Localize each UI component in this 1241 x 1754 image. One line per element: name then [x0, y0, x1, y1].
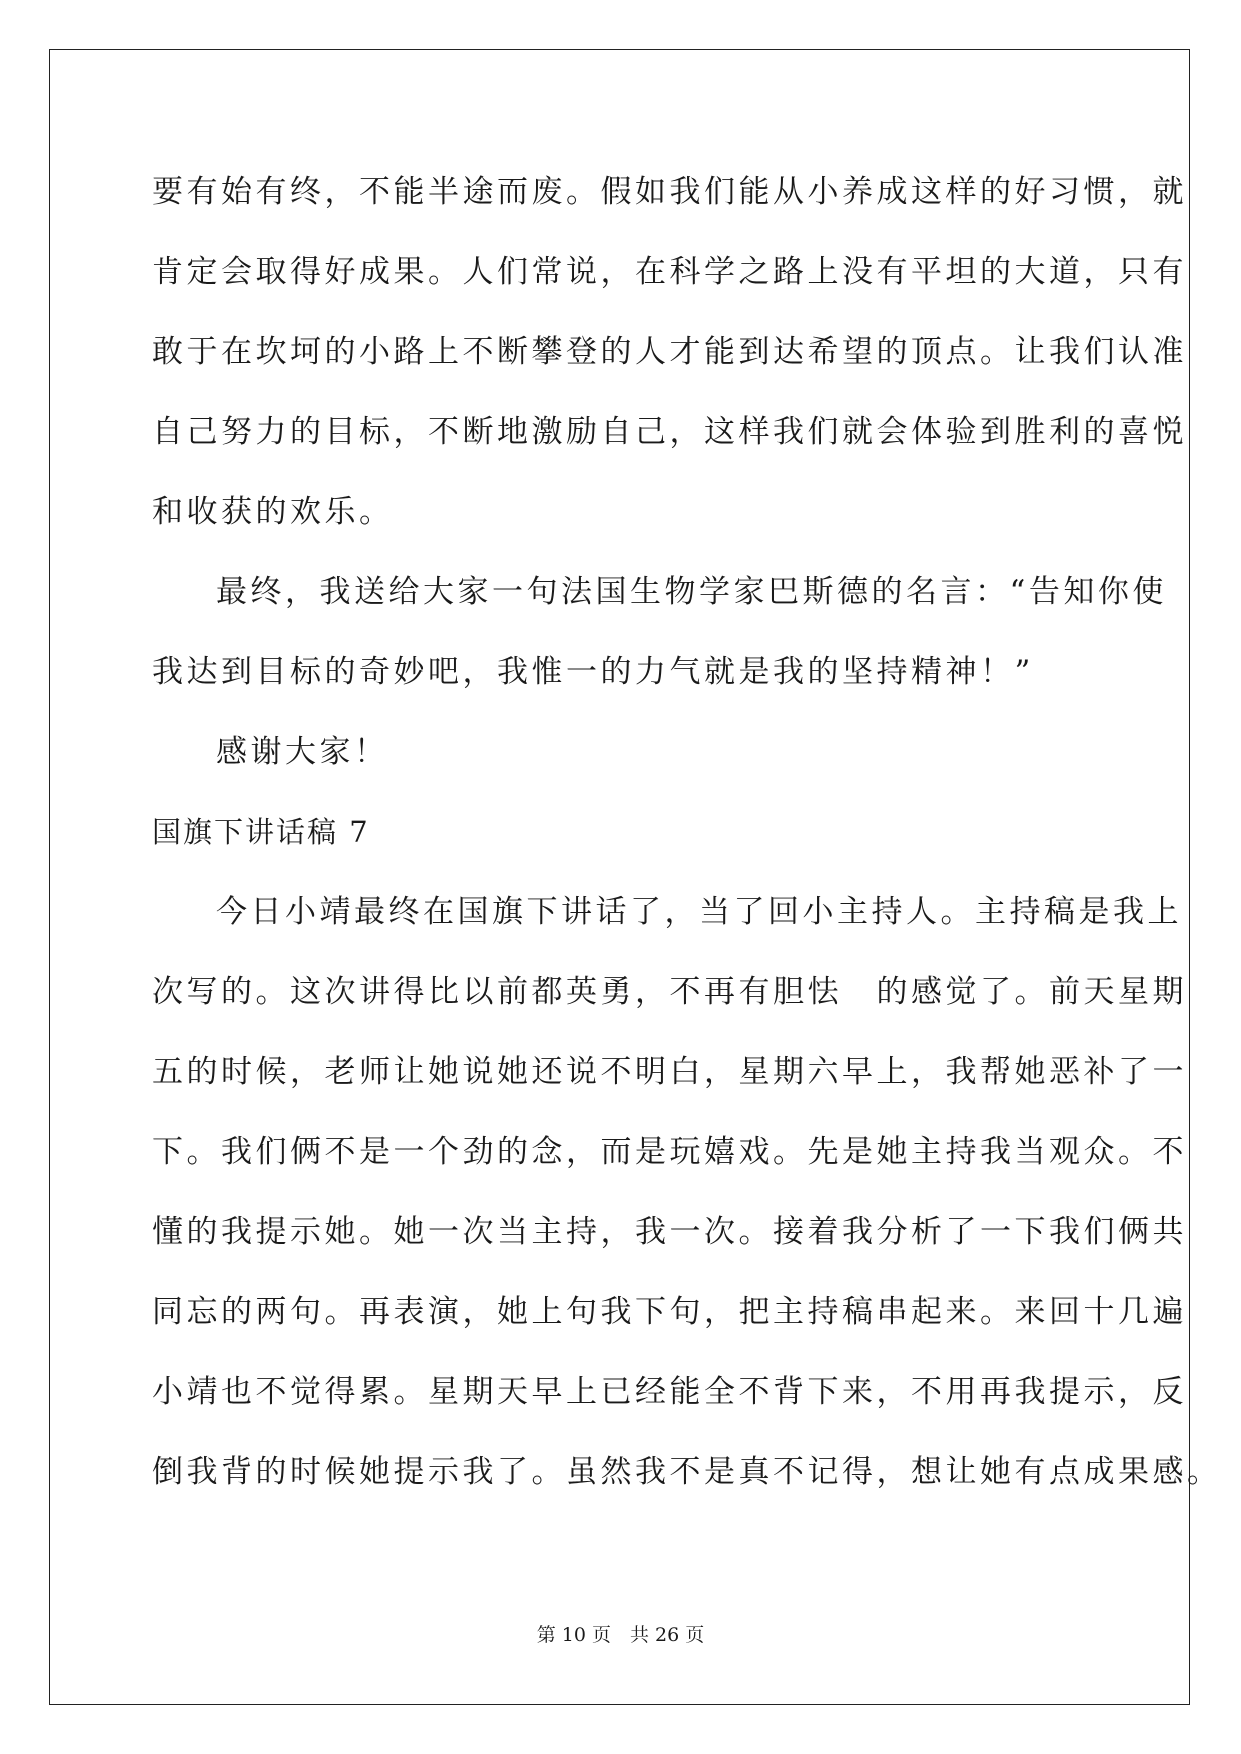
paragraph-line: 次写的。这次讲得比以前都英勇，不再有胆怯 的感觉了。前天星期 [152, 974, 1187, 1010]
paragraph-line: 我达到目标的奇妙吧，我惟一的力气就是我的坚持精神！” [152, 654, 1034, 690]
paragraph-line: 和收获的欢乐。 [152, 494, 394, 530]
paragraph-line: 肯定会取得好成果。人们常说，在科学之路上没有平坦的大道，只有 [152, 254, 1187, 290]
paragraph-line: 同忘的两句。再表演，她上句我下句，把主持稿串起来。来回十几遍 [152, 1294, 1187, 1330]
paragraph-line: 小靖也不觉得累。星期天早上已经能全不背下来，不用再我提示，反 [152, 1374, 1187, 1410]
paragraph-line: 今日小靖最终在国旗下讲话了，当了回小主持人。主持稿是我上 [216, 894, 1182, 930]
paragraph-line: 自己努力的目标，不断地激励自己，这样我们就会体验到胜利的喜悦 [152, 414, 1187, 450]
paragraph-line: 倒我背的时候她提示我了。虽然我不是真不记得，想让她有点成果感。 [152, 1454, 1222, 1490]
paragraph-line: 五的时候，老师让她说她还说不明白，星期六早上，我帮她恶补了一 [152, 1054, 1187, 1090]
paragraph-line: 最终，我送给大家一句法国生物学家巴斯德的名言：“告知你使 [216, 574, 1167, 610]
paragraph-line: 下。我们俩不是一个劲的念，而是玩嬉戏。先是她主持我当观众。不 [152, 1134, 1187, 1170]
paragraph-line: 感谢大家！ [216, 734, 389, 770]
paragraph-line: 要有始有终，不能半途而废。假如我们能从小养成这样的好习惯，就 [152, 174, 1187, 210]
section-title: 国旗下讲话稿 7 [152, 815, 370, 849]
paragraph-line: 敢于在坎坷的小路上不断攀登的人才能到达希望的顶点。让我们认准 [152, 334, 1187, 370]
page-number-footer: 第 10 页 共 26 页 [536, 1624, 705, 1646]
paragraph-line: 懂的我提示她。她一次当主持，我一次。接着我分析了一下我们俩共 [152, 1214, 1187, 1250]
